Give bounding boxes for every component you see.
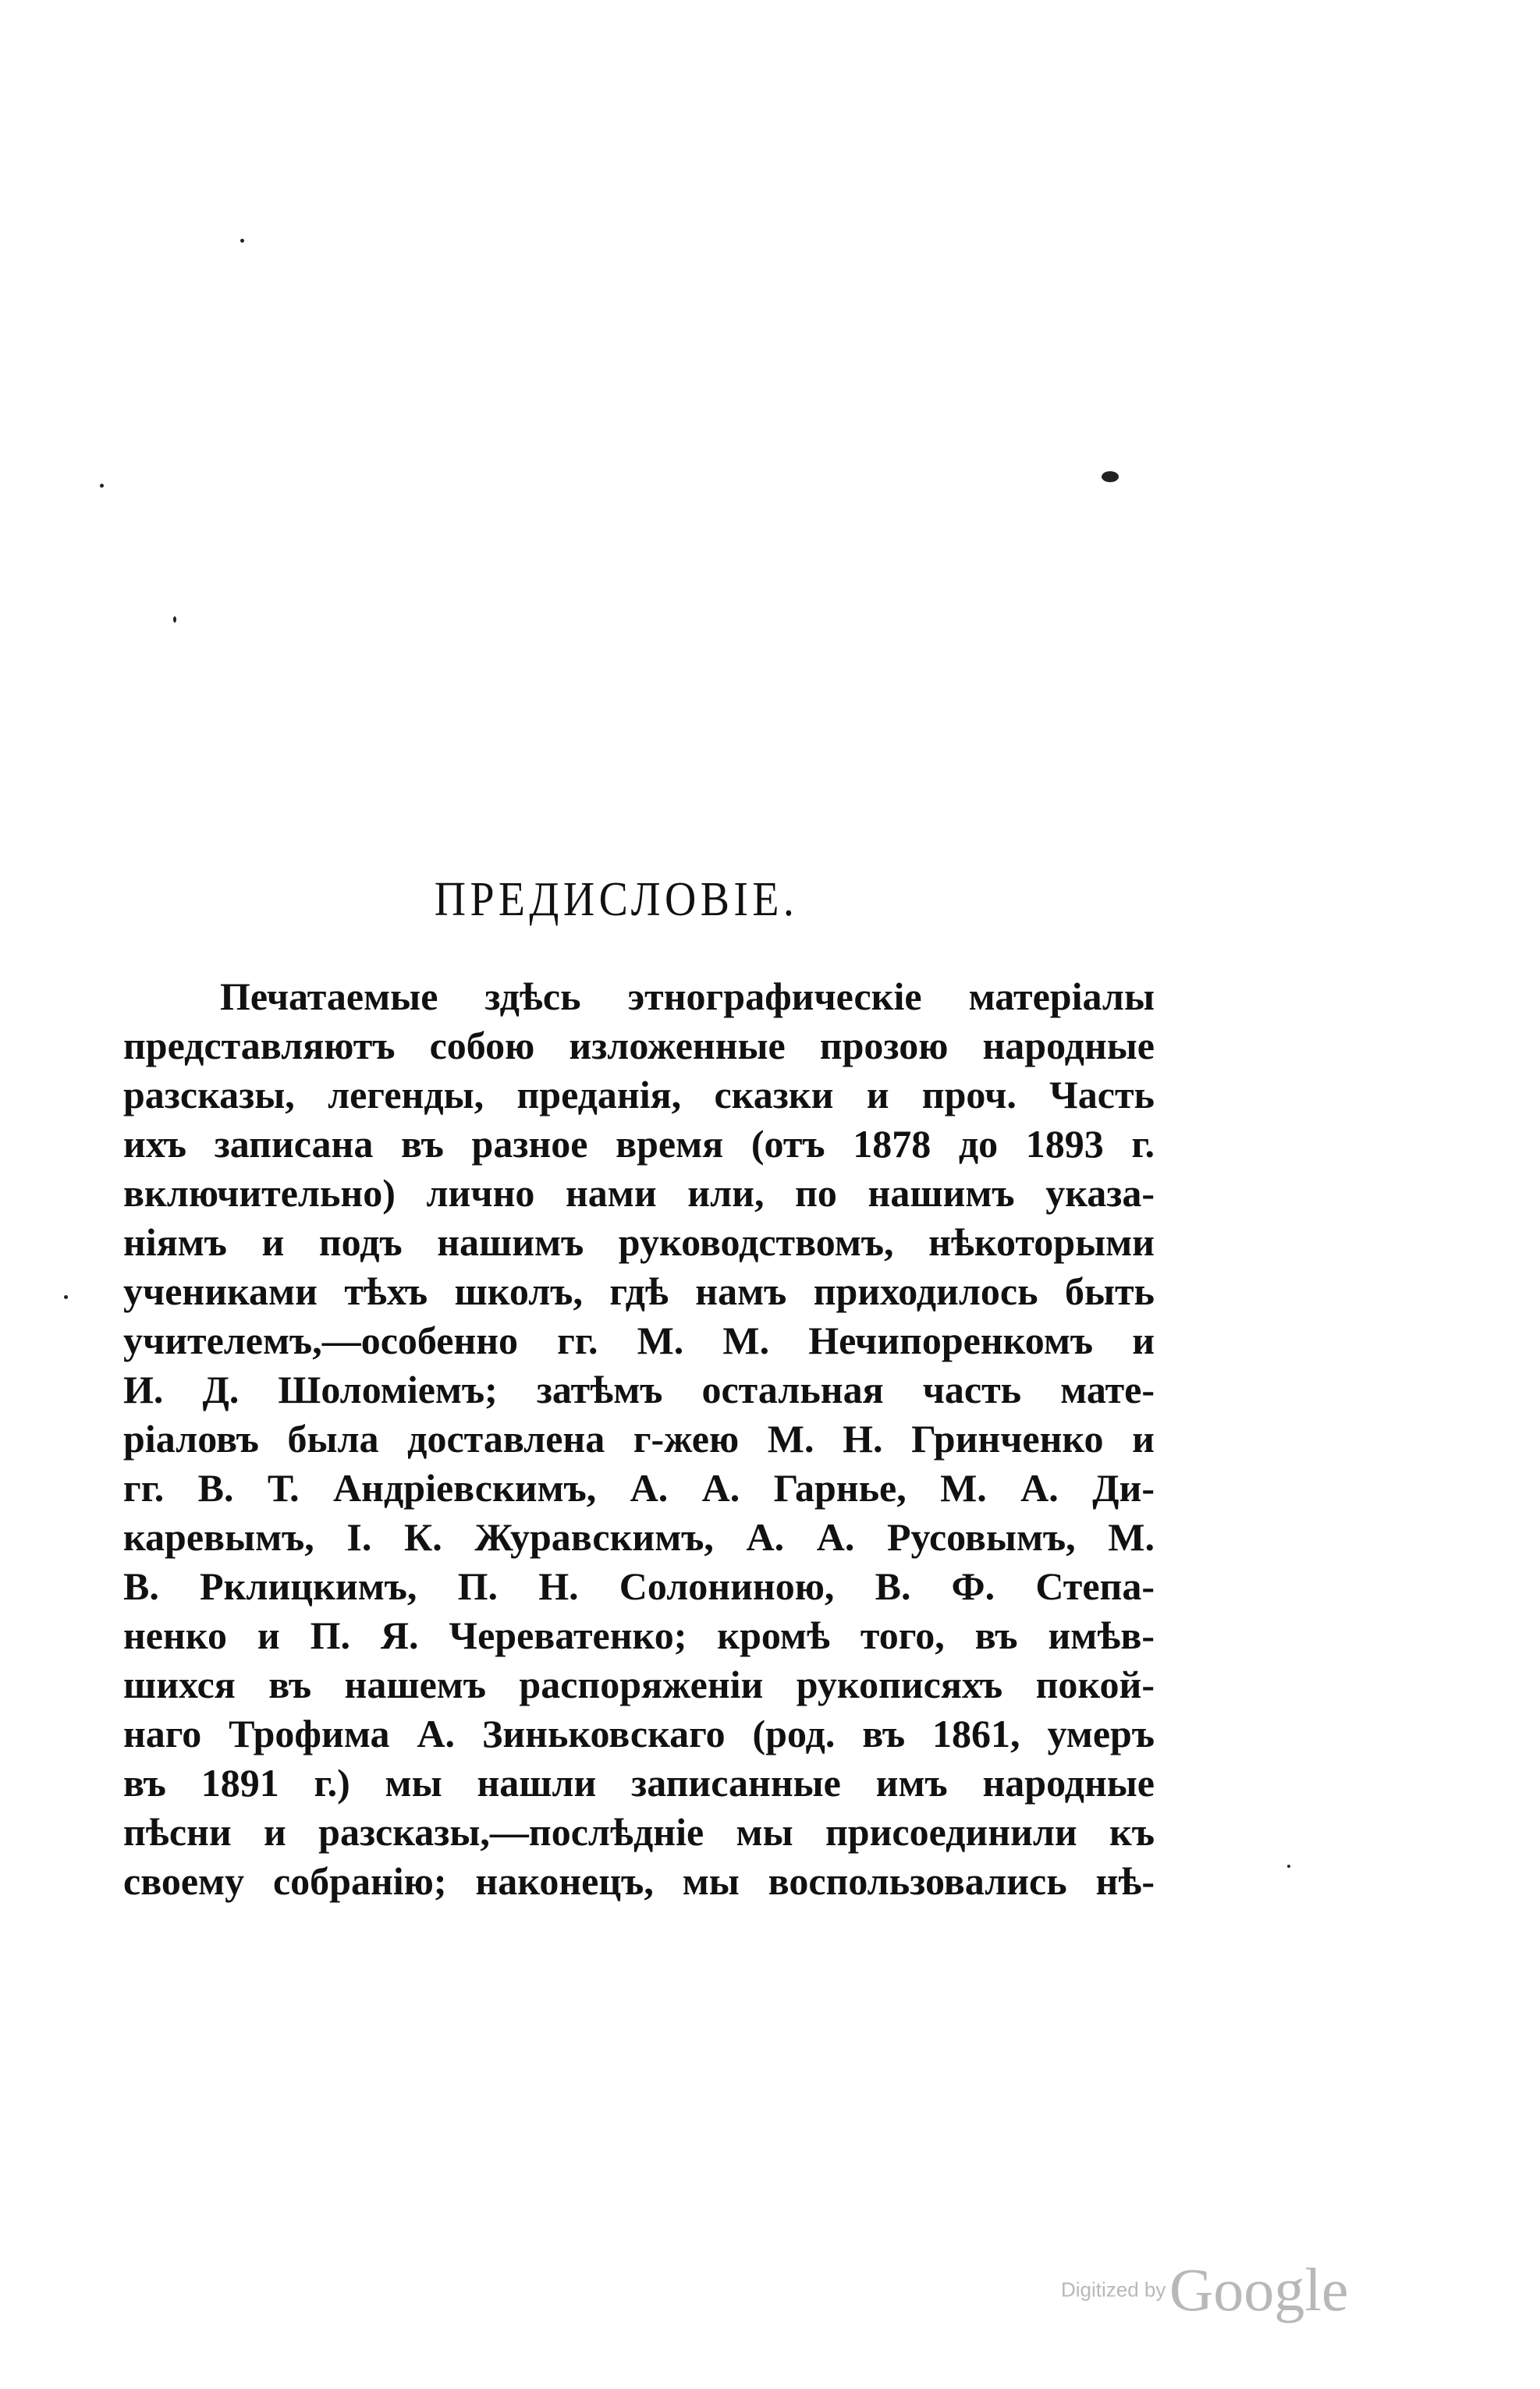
text-line-content: ихъ записана въ разное время (отъ 1878 до 1893 г. [123,1122,1155,1166]
text-line-content: включительно) лично нами или, по нашимъ указа- [123,1171,1155,1215]
speck [1287,1865,1290,1868]
text-line-content: разсказы, легенды, преданія, сказки и проч. Часть [123,1073,1155,1116]
google-logo: Google [1169,2256,1349,2323]
text-line [123,1316,1155,1365]
speck [240,239,244,243]
text-line-content: учениками тѣхъ школъ, гдѣ намъ приходилось быть [123,1269,1155,1313]
text-line-content: каревымъ, І. К. Журавскимъ, А. А. Русовымъ, М. [123,1515,1155,1559]
text-line [123,1513,1155,1562]
text-line [123,1169,1155,1218]
text-line-content: шихся въ нашемъ распоряженіи рукописяхъ покой- [123,1663,1155,1706]
text-line [123,1611,1155,1660]
speck [64,1295,68,1299]
text-line [123,1464,1155,1513]
text-line [123,1709,1155,1759]
text-line [123,1562,1155,1611]
text-line [123,972,1155,1021]
text-line-content: своему собранію; наконецъ, мы воспользовались нѣ- [123,1859,1155,1903]
text-line-content: В. Рклицкимъ, П. Н. Солониною, В. Ф. Степа- [123,1564,1155,1608]
speck [1102,471,1119,482]
text-line [123,1070,1155,1120]
text-line-content: пѣсни и разсказы,—послѣдніе мы присоединили къ [123,1810,1155,1854]
text-line [123,1120,1155,1169]
text-line-content: Печатаемые здѣсь этнографическіе матеріалы [220,974,1155,1018]
text-line-content: И. Д. Шоломіемъ; затѣмъ остальная часть мате- [123,1368,1155,1411]
text-line-content: въ 1891 г.) мы нашли записанные имъ народные [123,1761,1155,1805]
preface-body [123,972,1155,1906]
text-line [123,1759,1155,1808]
text-line-content: учителемъ,—особенно гг. М. М. Нечипоренкомъ и [123,1319,1155,1362]
text-line-content: ненко и П. Я. Череватенко; кромѣ того, въ имѣв- [123,1613,1155,1657]
text-line [123,1365,1155,1415]
watermark-prefix: Digitized by [1061,2277,1166,2302]
chapter-title: ПРЕДИСЛОВІЕ. [434,873,799,926]
text-line [123,1267,1155,1316]
text-line [123,1857,1155,1906]
text-line-content: наго Трофима А. Зиньковскаго (род. въ 1861, умеръ [123,1712,1155,1755]
text-line [123,1808,1155,1857]
digitized-by-google-watermark [1061,2255,1348,2325]
text-line-content: представляютъ собою изложенные прозою народные [123,1024,1155,1067]
text-line [123,1415,1155,1464]
speck [100,484,104,488]
speck [173,616,176,623]
text-line [123,1218,1155,1267]
text-line-content: гг. В. Т. Андріевскимъ, А. А. Гарнье, М. А. Ди- [123,1466,1155,1510]
text-line-content: ніямъ и подъ нашимъ руководствомъ, нѣкоторыми [123,1220,1155,1264]
text-line-content: ріаловъ была доставлена г-жею М. Н. Гринченко и [123,1417,1155,1461]
text-line [123,1660,1155,1709]
text-line [123,1021,1155,1070]
